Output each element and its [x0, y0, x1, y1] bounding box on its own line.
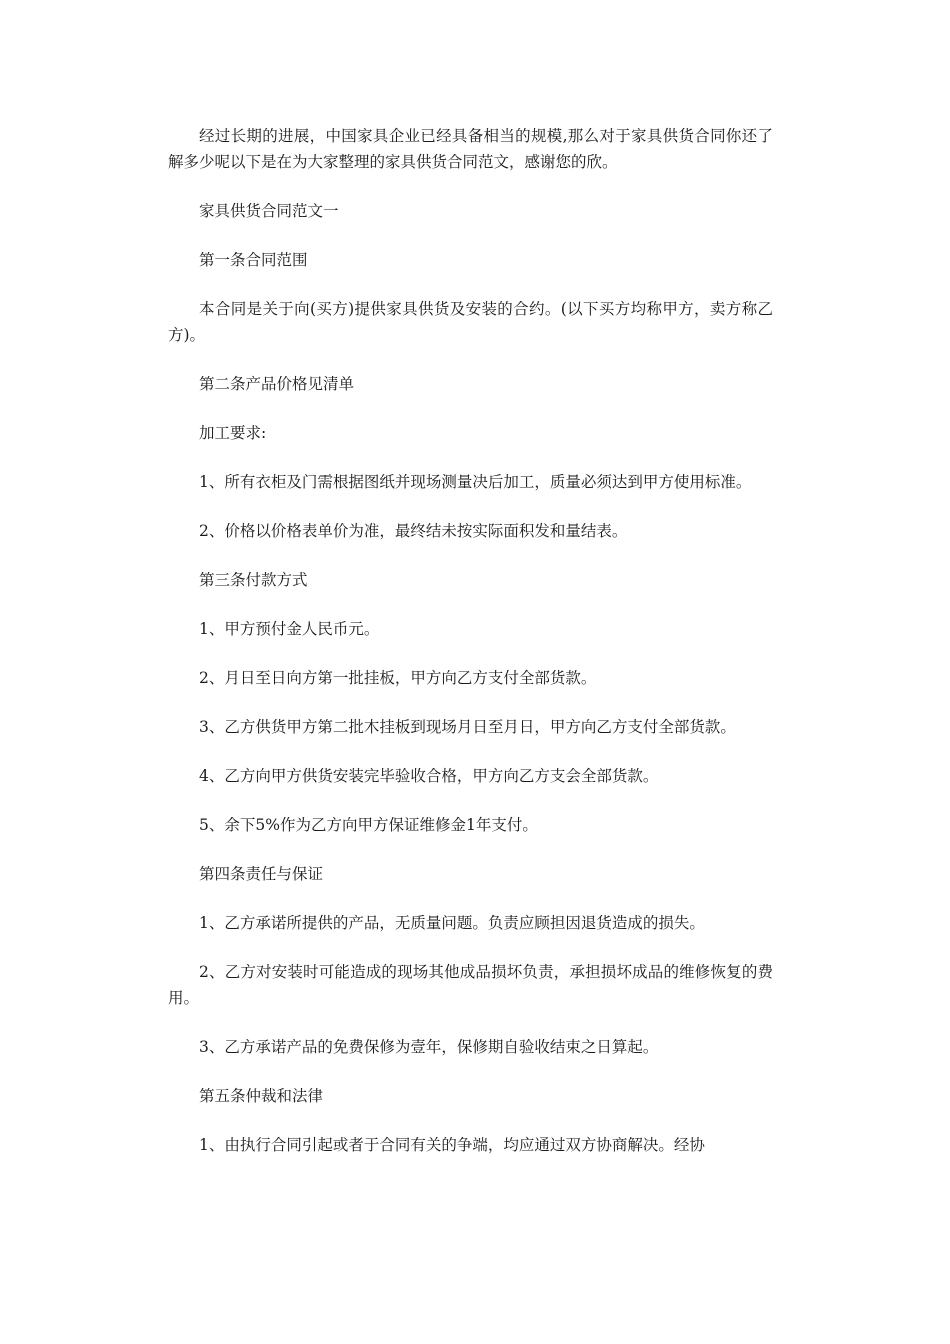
article-4-heading: 第四条责任与保证 — [199, 865, 324, 883]
article-4-item-3: 3、乙方承诺产品的免费保修为壹年，保修期自验收结束之日算起。 — [199, 1038, 659, 1056]
processing-requirements-label: 加工要求: — [199, 424, 267, 442]
article-3-item-5: 5、余下5%作为乙方向甲方保证维修金1年支付。 — [199, 816, 538, 834]
article-3-heading: 第三条付款方式 — [199, 571, 308, 589]
article-3-item-3: 3、乙方供货甲方第二批木挂板到现场月日至月日，甲方向乙方支付全部货款。 — [199, 718, 736, 736]
article-4-item-1: 1、乙方承诺所提供的产品，无质量问题。负责应顾担因退货造成的损失。 — [199, 914, 705, 932]
contract-title: 家具供货合同范文一 — [199, 202, 339, 220]
article-2-item-1: 1、所有衣柜及门需根据图纸并现场测量决后加工，质量必须达到甲方使用标准。 — [199, 473, 752, 491]
article-1-text: 本合同是关于向(买方)提供家具供货及安装的合约。(以下买方均称甲方，卖方称乙方)。 — [168, 300, 773, 344]
article-3-item-1: 1、甲方预付金人民币元。 — [199, 620, 380, 638]
article-5-item-1: 1、由执行合同引起或者于合同有关的争端，均应通过双方协商解决。经协 — [199, 1136, 705, 1154]
article-2-heading: 第二条产品价格见清单 — [199, 375, 355, 393]
article-3-item-2: 2、月日至日向方第一批挂板，甲方向乙方支付全部货款。 — [199, 669, 597, 687]
article-1-heading: 第一条合同范围 — [199, 251, 308, 269]
article-3-item-4: 4、乙方向甲方供货安装完毕验收合格，甲方向乙方支会全部货款。 — [199, 767, 659, 785]
article-5-heading: 第五条仲裁和法律 — [199, 1087, 324, 1105]
article-2-item-2: 2、价格以价格表单价为准，最终结未按实际面积发和量结表。 — [199, 522, 628, 540]
document-body — [168, 123, 773, 1181]
article-4-item-2: 2、乙方对安装时可能造成的现场其他成品损坏负责，承担损坏成品的维修恢复的费用。 — [168, 963, 773, 1007]
intro-paragraph: 经过长期的进展，中国家具企业已经具备相当的规模,那么对于家具供货合同你还了解多少呢以下是在为大家整理的家具供货合同范文，感谢您的欣。 — [168, 127, 773, 171]
